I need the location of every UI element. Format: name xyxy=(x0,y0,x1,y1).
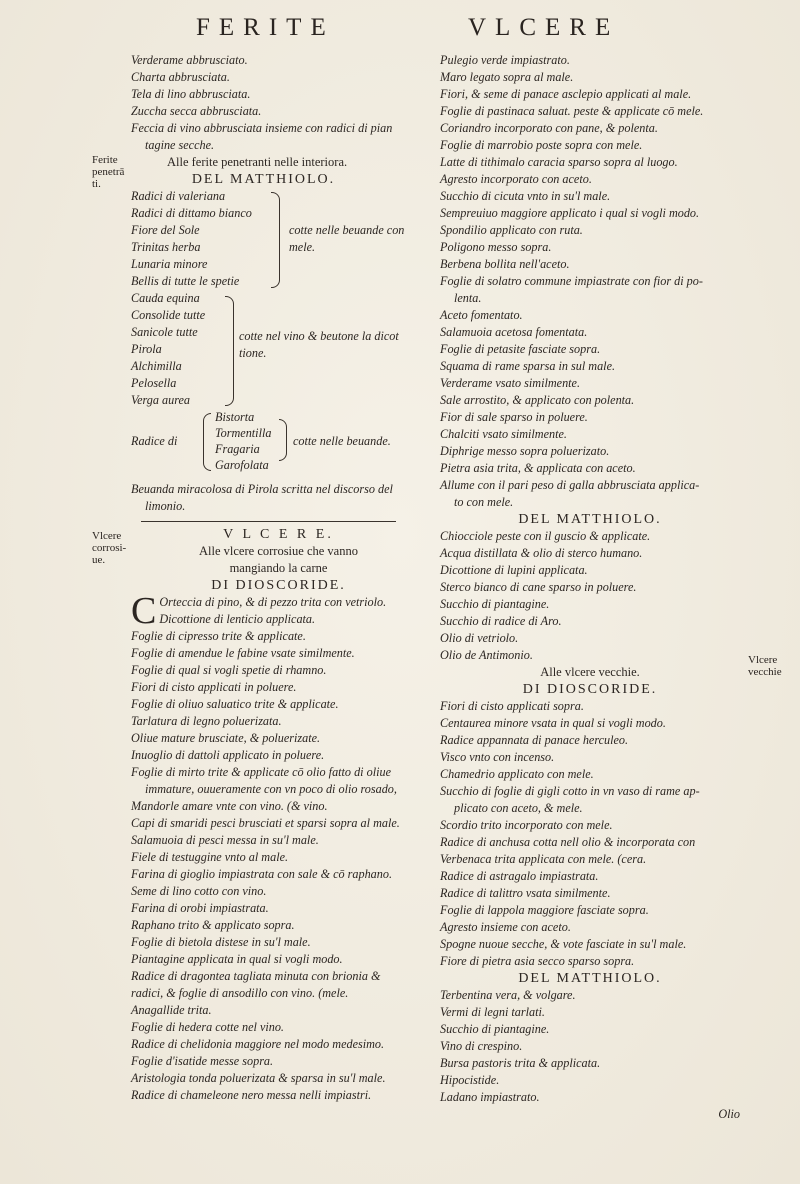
right-column xyxy=(440,52,740,1123)
text-line: Dicottione di lupini applicata. xyxy=(440,563,588,577)
text-line: Chiocciole peste con il guscio & applicate. xyxy=(440,529,651,543)
text-line: Fiori di cisto applicati in poluere. xyxy=(131,680,297,694)
brace-symbol xyxy=(225,296,234,406)
text-line: Raphano trito & applicato sopra. xyxy=(131,918,295,932)
text-line: Salamuoia di pesci messa in su'l male. xyxy=(131,833,319,847)
text-line: Fiori di cisto applicati sopra. xyxy=(440,699,584,713)
remedy-item: Tormentilla xyxy=(215,426,272,440)
remedy-item: Fragaria xyxy=(215,442,260,456)
text-line: radici, & foglie di ansodillo con vino. (mele. xyxy=(131,986,349,1000)
text-line: Vino di crespino. xyxy=(440,1039,523,1053)
remedy-item: Consolide tutte xyxy=(131,308,206,322)
text-line: Pietra asia trita, & applicata con aceto. xyxy=(440,461,636,475)
text-line: Pulegio verde impiastrato. xyxy=(440,53,570,67)
section-divider xyxy=(141,521,396,522)
text-line: Diphrige messo sopra poluerizato. xyxy=(440,444,610,458)
text-line: Aceto fomentato. xyxy=(440,308,523,322)
text-line: Succhio di piantagine. xyxy=(440,597,550,611)
section-heading-dioscoride: DI DIOSCORIDE. xyxy=(522,682,658,697)
text-line: Olio de Antimonio. xyxy=(440,648,533,662)
text-line: Foglie di oliuo saluatico trite & applicate. xyxy=(131,697,339,711)
text-line: Farina di gioglio impiastrata con sale & cō raphano. xyxy=(131,867,393,881)
text-line: Foglie di cipresso trite & applicate. xyxy=(131,629,306,643)
text-line: Bursa pastoris trita & applicata. xyxy=(440,1056,601,1070)
remedy-note: mele. xyxy=(289,240,316,254)
remedy-list-a xyxy=(440,52,740,511)
text-line: limonio. xyxy=(145,499,186,513)
remedy-group-1 xyxy=(131,188,426,290)
text-line: Fiele di testuggine vnto al male. xyxy=(131,850,289,864)
remedy-list-b xyxy=(440,528,740,664)
text-line: Succhio di foglie di gigli cotto in vn vaso di rame ap- xyxy=(440,784,700,798)
text-line: Capi di smaridi pesci brusciati et sparsi sopra al male. xyxy=(131,816,400,830)
text-line: Foglie di bietola distese in su'l male. xyxy=(131,935,311,949)
section-heading-penetranti: Alle ferite penetranti nelle interiora. xyxy=(167,155,348,169)
margin-note-line: ti. xyxy=(92,178,101,190)
remedy-group-3 xyxy=(131,409,426,481)
text-line: Scordio trito incorporato con mele. xyxy=(440,818,613,832)
remedy-note: cotte nel vino & beutone la dicot xyxy=(239,329,399,343)
text-line: Anagallide trita. xyxy=(131,1003,212,1017)
margin-note-line: penetrā xyxy=(92,166,125,178)
text-line: Foglie di qual si vogli spetie di rhamno. xyxy=(131,663,327,677)
text-line: Sale arrostito, & applicato con polenta. xyxy=(440,393,635,407)
margin-note-vlcere-vecchie xyxy=(748,654,782,678)
text-line: tagine secche. xyxy=(145,138,215,152)
remedy-item: Fiore del Sole xyxy=(131,223,200,237)
text-line: Succhio di cicuta vnto in su'l male. xyxy=(440,189,611,203)
text-line: Olio di vetriolo. xyxy=(440,631,519,645)
text-line: Tarlatura di legno poluerizata. xyxy=(131,714,282,728)
text-line: Foglie di lappola maggiore fasciate sopra. xyxy=(440,903,649,917)
text-line: Radice di anchusa cotta nell olio & incorporata con xyxy=(440,835,696,849)
text-line: Ladano impiastrato. xyxy=(440,1090,540,1104)
text-line: Succhio di piantagine. xyxy=(440,1022,550,1036)
remedy-group-2 xyxy=(131,290,426,409)
remedy-note: tione. xyxy=(239,346,267,360)
drop-cap: C xyxy=(131,590,157,632)
running-header-right: VLCERE xyxy=(468,14,620,41)
remedy-note: cotte nelle beuande con xyxy=(289,223,405,237)
text-line: Radice appannata di panace herculeo. xyxy=(440,733,629,747)
running-header-left: FERITE xyxy=(196,14,335,41)
text-line: Fiori, & seme di panace asclepio applicati al male. xyxy=(440,87,692,101)
remedy-prefix: Radice di xyxy=(131,434,178,448)
section-title-vlcere: V L C E R E. xyxy=(223,527,334,542)
text-line: Visco vnto con incenso. xyxy=(440,750,555,764)
text-line: plicato con aceto, & mele. xyxy=(454,801,583,815)
text-line: Foglie di amendue le fabine vsate similmente. xyxy=(131,646,355,660)
text-line: Oliue mature brusciate, & poluerizate. xyxy=(131,731,321,745)
remedy-item: Bellis di tutte le spetie xyxy=(131,274,240,288)
section-heading-vecchie: Alle vlcere vecchie. xyxy=(540,665,640,679)
text-line: Salamuoia acetosa fomentata. xyxy=(440,325,588,339)
section-heading-dioscoride: DI DIOSCORIDE. xyxy=(211,578,346,593)
text-line: to con mele. xyxy=(454,495,514,509)
text-line: Dicottione di lenticio applicata. xyxy=(159,612,316,626)
text-line: Fior di sale sparso in poluere. xyxy=(440,410,588,424)
text-line: Verbenaca trita applicata con mele. (cera. xyxy=(440,852,647,866)
text-line: Radice di chameleone nero messa nelli impiastri. xyxy=(131,1088,372,1102)
remedy-note: cotte nelle beuande. xyxy=(293,434,391,448)
text-line: Foglie di pastinaca saluat. peste & applicate cō mele. xyxy=(440,104,704,118)
text-line: Hipocistide. xyxy=(440,1073,500,1087)
text-line: Seme di lino cotto con vino. xyxy=(131,884,267,898)
margin-note-vlcere-corrosive xyxy=(92,530,126,566)
text-line: Chalciti vsato similmente. xyxy=(440,427,567,441)
margin-note-line: Vlcere xyxy=(92,530,122,542)
remedy-item: Garofolata xyxy=(215,458,269,472)
left-column xyxy=(131,52,426,1104)
margin-note-line: Ferite xyxy=(92,154,118,166)
remedy-item: Pelosella xyxy=(131,376,177,390)
text-line: Foglie di mirto trite & applicate cō olio fatto di oliue xyxy=(131,765,391,779)
text-line: Poligono messo sopra. xyxy=(440,240,552,254)
remedy-item: Sanicole tutte xyxy=(131,325,198,339)
text-line: Foglie di marrobio poste sopra con mele. xyxy=(440,138,643,152)
text-line: Charta abbrusciata. xyxy=(131,70,230,84)
text-line: lenta. xyxy=(454,291,482,305)
remedy-list-c xyxy=(440,698,740,970)
catchword: Olio xyxy=(718,1107,740,1121)
text-line: immature, ouueramente con vn poco di olio rosado, xyxy=(145,782,397,796)
text-line: Verderame abbrusciato. xyxy=(131,53,248,67)
text-line: Radice di chelidonia maggiore nel modo medesimo. xyxy=(131,1037,385,1051)
text-line: Foglie di solatro commune impiastrate con fior di po- xyxy=(440,274,703,288)
text-line: Berbena bollita nell'aceto. xyxy=(440,257,570,271)
brace-symbol xyxy=(271,192,280,288)
text-line: Aristologia tonda poluerizata & sparsa in su'l male. xyxy=(131,1071,386,1085)
text-line: Allume con il pari peso di galla abbrusciata applica- xyxy=(440,478,700,492)
margin-note-line: ue. xyxy=(92,554,106,566)
text-line: Squama di rame sparsa in sul male. xyxy=(440,359,616,373)
text-line: Maro legato sopra al male. xyxy=(440,70,574,84)
remedy-item: Lunaria minore xyxy=(131,257,208,271)
text-line: Farina di orobi impiastrata. xyxy=(131,901,269,915)
text-line: Foglie di hedera cotte nel vino. xyxy=(131,1020,284,1034)
remedy-list-corrosive xyxy=(131,628,426,1104)
section-heading-corrosive: Alle vlcere corrosiue che vanno xyxy=(199,544,358,558)
text-line: Zuccha secca abbrusciata. xyxy=(131,104,262,118)
section-heading-corrosive: mangiando la carne xyxy=(229,561,328,575)
text-line: Vermi di legni tarlati. xyxy=(440,1005,545,1019)
remedy-item: Pirola xyxy=(131,342,162,356)
text-line: Foglie d'isatide messe sopra. xyxy=(131,1054,274,1068)
remedy-item: Radici di dittamo bianco xyxy=(131,206,252,220)
text-line: Coriandro incorporato con pane, & polenta. xyxy=(440,121,658,135)
remedy-item: Verga aurea xyxy=(131,393,191,407)
text-line: Chamedrio applicato con mele. xyxy=(440,767,594,781)
text-line: Sempreuiuo maggiore applicato i qual si vogli modo. xyxy=(440,206,700,220)
text-line: Latte di tithimalo caracia sparso sopra al luogo. xyxy=(440,155,678,169)
section-heading-matthiolo: DEL MATTHIOLO. xyxy=(518,512,662,527)
text-line: Tela di lino abbrusciata. xyxy=(131,87,251,101)
text-line: Inuoglio di dattoli applicato in poluere. xyxy=(131,748,325,762)
text-line: Acqua distillata & olio di sterco humano. xyxy=(440,546,643,560)
text-line: Spondilio applicato con ruta. xyxy=(440,223,583,237)
text-line: Radice di astragalo impiastrata. xyxy=(440,869,599,883)
text-line: Agresto incorporato con aceto. xyxy=(440,172,592,186)
brace-symbol xyxy=(203,413,211,471)
margin-note-line: Vlcere xyxy=(748,654,778,666)
section-heading-matthiolo: DEL MATTHIOLO. xyxy=(518,971,662,986)
remedy-item: Radici di valeriana xyxy=(131,189,226,203)
text-line: Feccia di vino abbrusciata insieme con radici di pian xyxy=(131,121,393,135)
text-line: Radice di dragontea tagliata minuta con brionia & xyxy=(131,969,381,983)
margin-note-line: vecchie xyxy=(748,666,782,678)
remedy-item: Trinitas herba xyxy=(131,240,201,254)
remedy-item: Alchimilla xyxy=(131,359,182,373)
text-line: Mandorle amare vnte con vino. (& vino. xyxy=(131,799,328,813)
text-line: Fiore di pietra asia secco sparso sopra. xyxy=(440,954,635,968)
text-line: Radice di talittro vsata similmente. xyxy=(440,886,611,900)
section-heading-matthiolo: DEL MATTHIOLO. xyxy=(191,172,336,187)
remedy-list-d xyxy=(440,987,740,1106)
text-line: Piantagine applicata in qual si vogli modo. xyxy=(131,952,343,966)
text-line: Centaurea minore vsata in qual si vogli modo. xyxy=(440,716,666,730)
remedy-item: Cauda equina xyxy=(131,291,200,305)
margin-note-line: corrosi- xyxy=(92,542,127,554)
text-line: Beuanda miracolosa di Pirola scritta nel discorso del xyxy=(131,482,393,496)
text-line: Agresto insieme con aceto. xyxy=(440,920,571,934)
remedy-item: Bistorta xyxy=(215,410,255,424)
brace-symbol xyxy=(279,419,287,461)
text-line: Verderame vsato similmente. xyxy=(440,376,581,390)
text-line: Foglie di petasite fasciate sopra. xyxy=(440,342,601,356)
text-line: Spogne nuoue secche, & vote fasciate in su'l male. xyxy=(440,937,687,951)
text-line: Orteccia di pino, & di pezzo trita con vetriolo. xyxy=(159,595,387,609)
text-line: Terbentina vera, & volgare. xyxy=(440,988,576,1002)
text-line: Succhio di radice di Aro. xyxy=(440,614,562,628)
text-line: Sterco bianco di cane sparso in poluere. xyxy=(440,580,637,594)
